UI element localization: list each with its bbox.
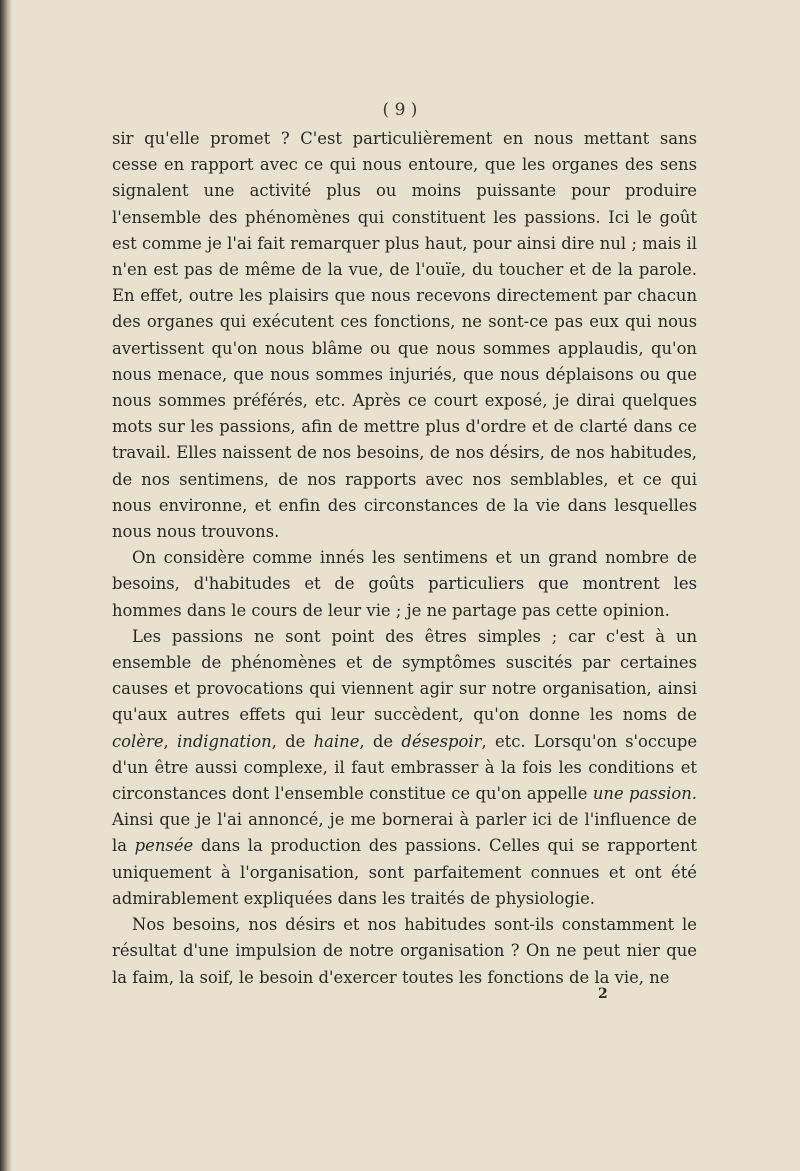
paragraph-3: Les passions ne sont point des êtres simples ; car c'est à un ensemble de phénomènes et de symptômes suscités par certaines causes et provocations qui viennent agir sur notre organisation, ainsi qu'aux autres effets qui leur succèdent, qu'on donne les noms de colère, indignation, de haine, de désespoir, etc. Lorsqu'on s'occupe d'un être aussi complexe, il faut embrasser à la fois les conditions et circonstances dont l'ensemble constitue ce qu'on appelle une passion. Ainsi que je l'ai annoncé, je me bornerai à parler ici de l'influence de la pensée dans la production des passions. Celles qui se rapportent uniquement à l'organisation, sont parfaitement connues et ont été admirablement expliquées dans les traités de physiologie. — [112, 626, 698, 908]
printer-signature-mark: 2 — [598, 986, 608, 1002]
book-binding-edge — [0, 0, 12, 1171]
paragraph-1: sir qu'elle promet ? C'est particulièrement en nous mettant sans cesse en rapport avec ce qui nous entoure, que les organes des sens signalent une activité plus ou moins puissante pour produire l'ensemble des phénomènes qui constituent les passions. Ici le goût est comme je l'ai fait remarquer plus haut, pour ainsi dire nul ; mais il n'en est pas de même de la vue, de l'ouïe, du toucher et de la parole. En effet, outre les plaisirs que nous recevons directement par chacun des organes qui exécutent ces fonctions, ne sont-ce pas eux qui nous avertissent qu'on nous blâme ou que nous sommes applaudis, qu'on nous menace, que nous sommes injuriés, que nous déplaisons ou que nous sommes préférés, etc. Après ce court exposé, je dirai quelques mots sur les passions, afin de mettre plus d'ordre et de clarté dans ce travail. Elles naissent de nos besoins, de nos désirs, de nos habitudes, de nos sentimens, de nos rapports avec nos semblables, et ce qui nous environne, et enfin des circonstances de la vie dans lesquelles nous nous trouvons. — [112, 129, 697, 542]
page-number: ( 9 ) — [382, 100, 418, 120]
paragraph-4: Nos besoins, nos désirs et nos habitudes sont-ils constamment le résultat d'une impulsion de notre organisation ? On ne peut nier que la faim, la soif, le besoin d'exercer toutes les fonctions de la vie, ne — [112, 915, 697, 987]
page-body — [112, 126, 697, 991]
paragraph-2: On considère comme innés les sentimens et un grand nombre de besoins, d'habitudes et de goûts particuliers que montrent les hommes dans le cours de leur vie ; je ne partage pas cette opinion. — [112, 548, 697, 620]
